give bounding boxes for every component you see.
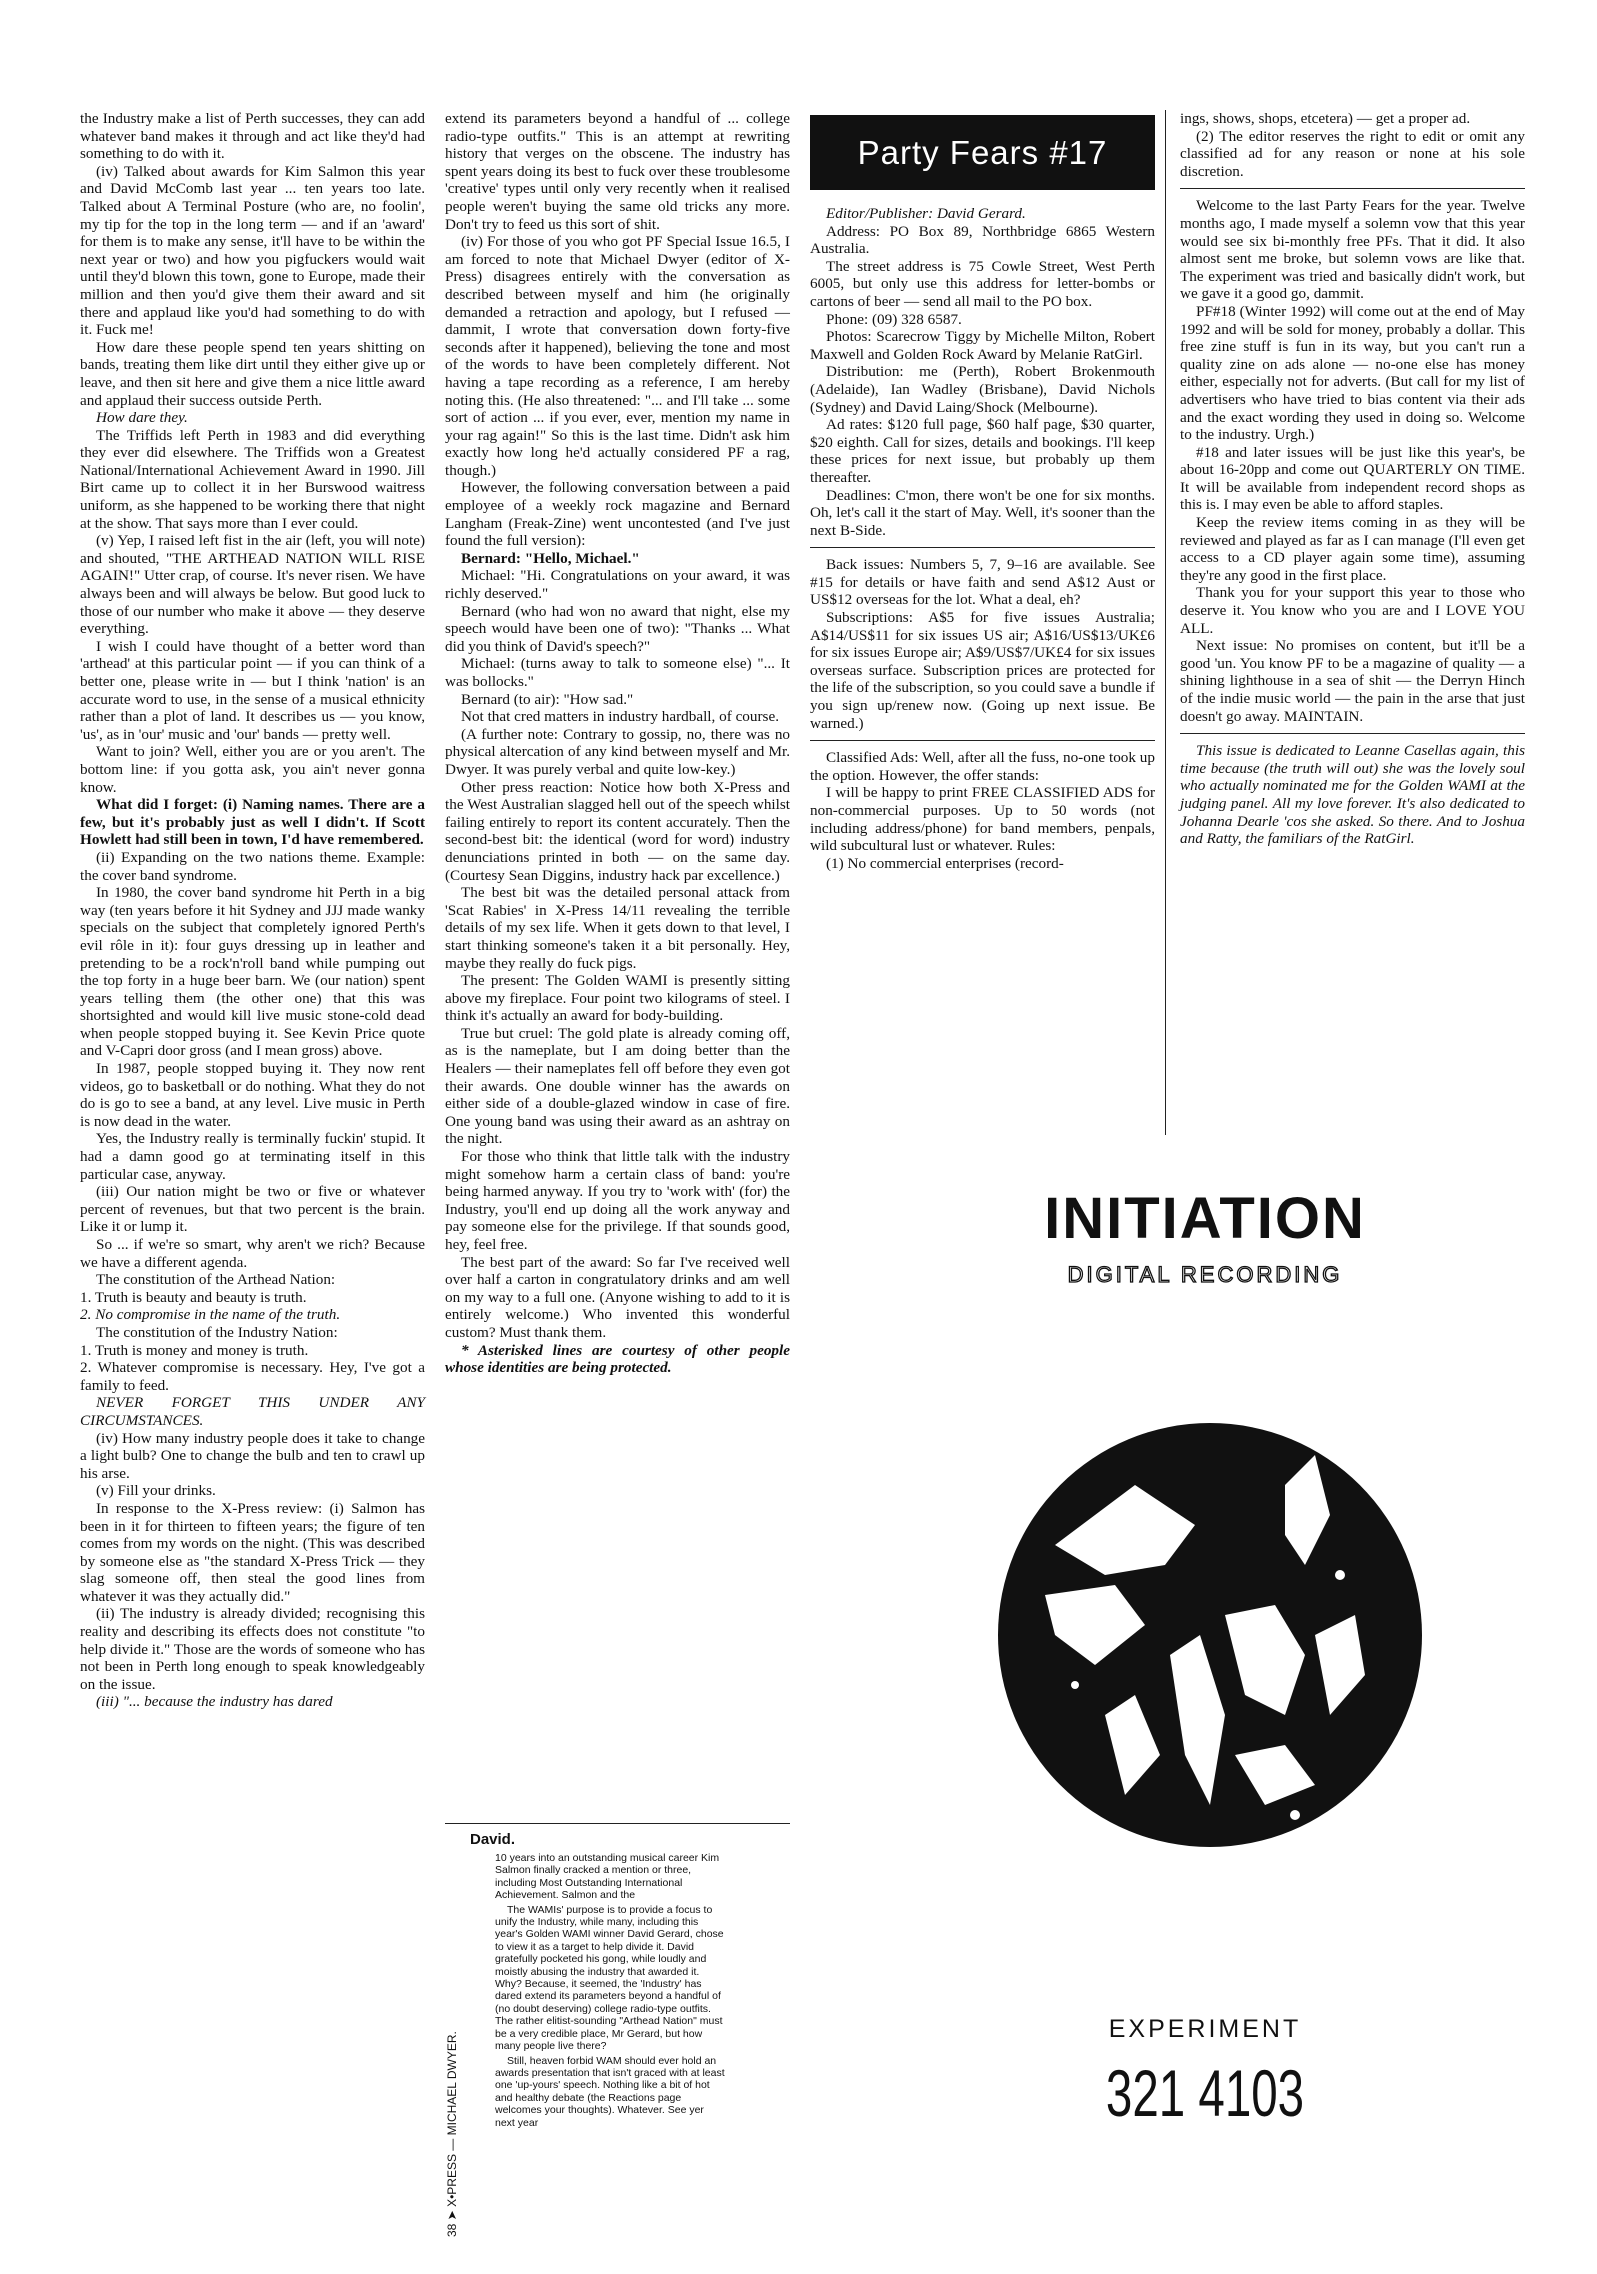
- ad-phone-number: 321 4103: [1105, 2056, 1305, 2130]
- ad-subtitle: DIGITAL RECORDING: [1067, 1262, 1343, 1287]
- list-item: 2. Whatever compromise is necessary. Hey, I've got a family to feed.: [80, 1359, 425, 1394]
- paragraph: (ii) The industry is already divided; recognising this reality and describing its effects does not constitute "to help divide it." Those are the words of someone who has not been in Perth long enough to speak knowledgeably on the issue.: [80, 1605, 425, 1693]
- paragraph: However, the following conversation between a paid employee of a weekly rock magazine and Bernard Langham (Freak-Zine) went uncontested (and I've just found the full version):: [445, 479, 790, 550]
- paragraph: What did I forget: (i) Naming names. There are a few, but it's probably just as well I didn't. If Scott Howlett had still been in town, I'd have remembered.: [80, 796, 425, 849]
- paragraph: I wish I could have thought of a better word than 'arthead' at this particular point — if you can think of a better one, please write in — but I think 'nation' is an accurate word to use, in the sense of a musical ethnicity rather than a plot of land. It describes us — you know, 'us', as in 'our' music and 'our' bands — pretty well.: [80, 637, 425, 743]
- press-clipping: [445, 1852, 790, 2252]
- clipping-credit-text: 38 ➤ X•PRESS — MICHAEL DWYER.: [445, 2031, 459, 2237]
- list-item: 1. Truth is money and money is truth.: [80, 1341, 309, 1359]
- dialogue-line: Michael: (turns away to talk to someone else) "... It was bollocks.": [445, 655, 790, 690]
- paragraph: The present: The Golden WAMI is presently sitting above my fireplace. Four point two kilograms of steel. I think it's actually an award for body-building.: [445, 972, 790, 1025]
- paragraph: Other press reaction: Notice how both X-Press and the West Australian slagged hell out of the speech whilst failing entirely to report its content accurately. Then the second-best bit: the identical (word for word) industry denunciations printed in both — on the same day. (Courtesy Sean Diggins, industry hack par excellence.): [445, 778, 790, 884]
- clipping-paragraph: The WAMIs' purpose is to provide a focus to unify the Industry, while many, including this year's Golden WAMI winner David Gerard, chose to view it as a target to help divide it. David gratefully pocketed his gong, while loudly and moistly abusing the industry that awarded it. Why? Because, it seemed, the 'Industry' has dared extend its parameters beyond a handful of (no doubt deserving) college radio-type outfits. The rather elitist-sounding "Arthead Nation" must be a very credible place, Mr Gerard, but how many people live there?: [495, 1903, 724, 2053]
- paragraph: extend its parameters beyond a handful of ... college radio-type outfits." This is an attempt at rewriting history that verges on the obscene. The industry has spent years doing its best to fuck over these troublesome 'creative' types until only very recently when it realised people weren't buying the same old tricks any more. Don't try to feed us this sort of shit.: [445, 110, 790, 233]
- paragraph: Welcome to the last Party Fears for the year. Twelve months ago, I made myself a solemn vow that this year would see six bi-monthly free PFs. That it did. It also almost sent me broke, but solemn vows are like that. The experiment was tried and basically didn't work, but we gave it a good go, dammit.: [1180, 197, 1525, 303]
- paragraph: For those who think that little talk with the industry might somehow harm a certain class of band: you're being harmed anyway. If you try to 'work with' (for) the Industry, you'll end up doing all the work anyway and pay someone else for the privilege. If that sounds good, hey, feel free.: [445, 1148, 790, 1253]
- divider: [1180, 188, 1525, 189]
- paragraph: Not that cred matters in industry hardball, of course.: [461, 708, 780, 726]
- colophon-column: [810, 205, 1155, 872]
- clipping-paragraph: 10 years into an outstanding musical career Kim Salmon finally cracked a mention or three, including Most Outstanding International Achievement. Salmon and the: [495, 1852, 720, 1902]
- paragraph: (iv) For those of you who got PF Special Issue 16.5, I am forced to note that Michael Dwyer (editor of X-Press) disagrees entirely with the conversation as described between myself and him (he originally demanded a retraction and apology, but I refused — dammit, I wrote that conversation down forty-five seconds after it happened), believing the tone and most of the words to have been completely different. Not having a tape recording as a reference, I am hereby noting this. (He also threatened: "... and I'll take ... some sort of action ... if you ever, ever, mention my name in your rag again!" So this is the last time. Didn't ask him exactly how long he'd actually considered PF a rag, though.): [445, 233, 790, 479]
- dedication: This issue is dedicated to Leanne Casellas again, this time because (the truth will out) she was the lovely soul who actually nominated me for the Golden WAMI at the judging panel. All my love forever. It's also dedicated to Johanna Dearle 'cos she asked. So there. And to Joshua and Ratty, the familiars of the RatGirl.: [1180, 742, 1525, 848]
- paragraph: Want to join? Well, either you are or you aren't. The bottom line: if you gotta ask, you ain't never gonna know.: [80, 743, 425, 796]
- paragraph: (v) Fill your drinks.: [96, 1482, 216, 1500]
- column-divider: [1165, 110, 1166, 1135]
- ad-illustration: [985, 1335, 1435, 2015]
- colophon-line: Distribution: me (Perth), Robert Brokenmouth (Adelaide), Ian Wadley (Brisbane), David Nichols (Sydney) and David Laing/Shock (Melbourne).: [810, 363, 1155, 416]
- paragraph: ings, shows, shops, etcetera) — get a proper ad.: [1180, 110, 1471, 127]
- colophon-line: Subscriptions: A$5 for five issues Australia; A$14/US$11 for six issues US air; A$16/US$13/UK£6 for six issues Europe air; A$9/US$7/UK£4 for six issues overseas surface. Subscription prices are protected for the life of the subscription, so you could save a bundle if you sign up/renew now. (Going up next issue. Be warned.): [810, 609, 1155, 732]
- paragraph: (ii) Expanding on the two nations theme. Example: the cover band syndrome.: [80, 848, 425, 884]
- colophon-line: Address: PO Box 89, Northbridge 6865 Western Australia.: [810, 222, 1155, 258]
- masthead-banner: Party Fears #17: [810, 115, 1155, 190]
- article-column-1: [80, 110, 425, 1711]
- paragraph: In response to the X-Press review: (i) Salmon has been in it for thirteen to fifteen years; the figure of ten comes from my words on the night. (This was described by someone else as "the standard X-Press Trick — they slag someone off, then steal the good lines from whatever it was they actually did.": [80, 1499, 425, 1605]
- paragraph: The best bit was the detailed personal attack from 'Scat Rabies' in X-Press 14/11 revealing the terrible details of my sex life. When it gets down to that level, I start thinking someone's taken it a bit personally. Hey, maybe they really do fuck pigs.: [445, 884, 790, 972]
- paragraph: #18 and later issues will be just like this year's, be about 16-20pp and come out QUARTERLY ON TIME. It will be available from independent record shops as this is. I may even be able to afford staples.: [1180, 443, 1525, 514]
- paragraph: Yes, the Industry really is terminally fuckin' stupid. It had a damn good go at terminating itself in this particular case, anyway.: [80, 1130, 425, 1183]
- paragraph: (2) The editor reserves the right to edit or omit any classified ad for any reason or none at his sole discretion.: [1180, 127, 1525, 180]
- paragraph: True but cruel: The gold plate is already coming off, as is the nameplate, but I am doing better than the Healers — their nameplates fell off before they even got their awards. One double winner has the awards on either side of a double-glazed window in case of fire. One young band was using their award as an ashtray on the night.: [445, 1024, 790, 1148]
- editorial-column: [1180, 110, 1525, 848]
- paragraph: the Industry make a list of Perth successes, they can add whatever band makes it through and act like they'd had something to do with it.: [80, 110, 425, 163]
- paragraph: (iv) Talked about awards for Kim Salmon this year and David McComb last year ... ten years too late. Talked about A Terminal Posture (who are, no foolin', my tip for the top in the long term — and if an 'award' for them is to make any sense, it'll have to be within the next year or two) and how you pigfuckers would wait until they'd blown this town, gone to Europe, made their million and then you'd give them their award and sit there and applaud like you'd had something to do with it. Fuck me!: [80, 162, 425, 339]
- colophon-line: Deadlines: C'mon, there won't be one for six months. Oh, let's call it the start of May. Well, it's sooner than the next B-Side.: [810, 486, 1155, 539]
- dialogue-line: Bernard: "Hello, Michael.": [461, 549, 640, 567]
- paragraph: (iii) Our nation might be two or five or whatever percent of revenues, but that two percent is the brain. Like it or lump it.: [80, 1183, 425, 1236]
- colophon-line: Ad rates: $120 full page, $60 half page, $30 quarter, $20 eighth. Call for sizes, details and bookings. I'll keep these prices for next issue, but probably up them thereafter.: [810, 416, 1155, 486]
- signature: David.: [470, 1831, 516, 1848]
- paragraph: The constitution of the Arthead Nation:: [96, 1271, 336, 1289]
- divider: [810, 740, 1155, 741]
- paragraph: The best part of the award: So far I've received well over half a carton in congratulatory drinks and am well on my way to a full one. (Anyone wishing to add to it is entirely welcome.) Who invented this wonderful custom? Must thank them.: [445, 1253, 790, 1341]
- colophon-line: Classified Ads: Well, after all the fuss, no-one took up the option. However, the offer stands:: [810, 749, 1155, 784]
- colophon-line: Back issues: Numbers 5, 7, 9–16 are available. See #15 for details or have faith and send A$12 Aust or US$12 overseas for the lot. What a deal, eh?: [810, 556, 1155, 609]
- paragraph: How dare they.: [96, 409, 188, 427]
- colophon-line: (1) No commercial enterprises (record-: [826, 854, 1064, 872]
- colophon-line: I will be happy to print FREE CLASSIFIED ADS for non-commercial purposes. Up to 50 words (not including address/phone) for band members, penpals, wild subcultural lust or whatever. Rules:: [810, 784, 1155, 855]
- ad-footer-name: EXPERIMENT: [1108, 2015, 1302, 2043]
- paragraph: (iv) How many industry people does it take to change a light bulb? One to change the bulb and ten to crawl up his arse.: [80, 1429, 425, 1482]
- paragraph: PF#18 (Winter 1992) will come out at the end of May 1992 and will be sold for money, probably a dollar. This free zine stuff is fun in its way, but you can't run a quality zine on ads alone — no-one else has money either, especially not for adverts. (But call for my list of advertisers who have tried to bias content via their ads and the exact wording they used in doing so. Welcome to the industry. Urgh.): [1180, 302, 1525, 444]
- list-item: 1. Truth is beauty and beauty is truth.: [80, 1288, 307, 1306]
- dialogue-line: Bernard (who had won no award that night, else my speech would have been one of two): "Thanks ... What did you think of David's speech?": [445, 602, 790, 655]
- ad-title: INITIATION: [1044, 1186, 1366, 1251]
- divider: [1180, 733, 1525, 734]
- colophon-line: Photos: Scarecrow Tiggy by Michelle Milton, Robert Maxwell and Golden Rock Award by Melanie RatGirl.: [810, 328, 1155, 363]
- paragraph: So ... if we're so smart, why aren't we rich? Because we have a different agenda.: [80, 1236, 425, 1271]
- paragraph: (A further note: Contrary to gossip, no, there was no physical altercation of any kind between myself and Mr. Dwyer. It was purely verbal and quite low-key.): [445, 725, 790, 778]
- dialogue-line: Bernard (to air): "How sad.": [461, 690, 634, 708]
- dialogue-line: Michael: "Hi. Congratulations on your award, it was richly deserved.": [445, 567, 790, 603]
- paragraph: The Triffids left Perth in 1983 and did everything they ever did elsewhere. The Triffids won a Greatest National/International Achievement Award in 1990. Jill Birt came up to collect it in her Burswood waitress uniform, as she happened to be working there that night at the show. That says more than I ever could.: [80, 426, 425, 532]
- list-item: 2. No compromise in the name of the truth.: [80, 1306, 341, 1324]
- article-column-2: [445, 110, 790, 1377]
- clipping-text: [495, 1852, 725, 2131]
- paragraph: In 1980, the cover band syndrome hit Perth in a big way (ten years before it hit Sydney and JJJ made wanky specials on the subject that completely ignored Perth's evil rôle in it): four guys dressing up in leather and pretending to be a rock'n'roll band while pumping out the top forty in a huge beer barn. We (our nation) spent years telling them (the other one) that this was shortsighted and would kill live music stone-cold dead when people stopped buying it. See Kevin Price quote and V-Capri door gross (and I mean gross) above.: [80, 884, 425, 1060]
- clipping-credit: [445, 1852, 485, 2242]
- colophon-line: The street address is 75 Cowle Street, West Perth 6005, but only use this address for letter-bombs or cartons of beer — send all mail to the PO box.: [810, 257, 1155, 310]
- divider: [445, 1823, 790, 1824]
- colophon-line: Editor/Publisher: David Gerard.: [826, 205, 1026, 222]
- paragraph: Thank you for your support this year to those who deserve it. You know who you are and I LOVE YOU ALL.: [1180, 584, 1525, 637]
- paragraph: The constitution of the Industry Nation:: [96, 1323, 338, 1341]
- colophon-line: Phone: (09) 328 6587.: [826, 310, 962, 328]
- paragraph: Keep the review items coming in as they will be reviewed and played as far as I can manage (I'll even get access to a CD player again some time), assuming they're any good in the first place.: [1180, 514, 1525, 584]
- paragraph: Next issue: No promises on content, but it'll be a good 'un. You know PF to be a magazine of quality — a shining lighthouse in a sea of shit — the Derryn Hinch of the indie music world — the pain in the arse that just doesn't go away. MAINTAIN.: [1180, 637, 1525, 725]
- footnote: * Asterisked lines are courtesy of other people whose identities are being protected.: [445, 1341, 790, 1377]
- divider: [810, 547, 1155, 548]
- paragraph: How dare these people spend ten years shitting on bands, treating them like dirt until they either give up or leave, and then sit here and give them a nice little award and applaud their success outside Perth.: [80, 338, 425, 409]
- paragraph: In 1987, people stopped buying it. They now rent videos, go to basketball or do nothing. What they do not do is go to see a band, at any level. Live music in Perth is now dead in the water.: [80, 1060, 425, 1130]
- paragraph: NEVER FORGET THIS UNDER ANY CIRCUMSTANCES.: [80, 1394, 425, 1429]
- clipping-paragraph: Still, heaven forbid WAM should ever hold an awards presentation that isn't graced with at least one 'up-yours' speech. Nothing like a bit of hot and healthy debate (the Reactions page welcomes your thoughts). Whatever. See yer next year: [495, 2054, 725, 2129]
- paragraph: (iii) "... because the industry has dared: [96, 1693, 333, 1711]
- paragraph: (v) Yep, I raised left fist in the air (left, you will note) and shouted, "THE ARTHEAD NATION WILL RISE AGAIN!" Utter crap, of course. It's never risen. We have always been and will always be below. But good luck to those of our number who make it above — they deserve everything.: [80, 532, 425, 638]
